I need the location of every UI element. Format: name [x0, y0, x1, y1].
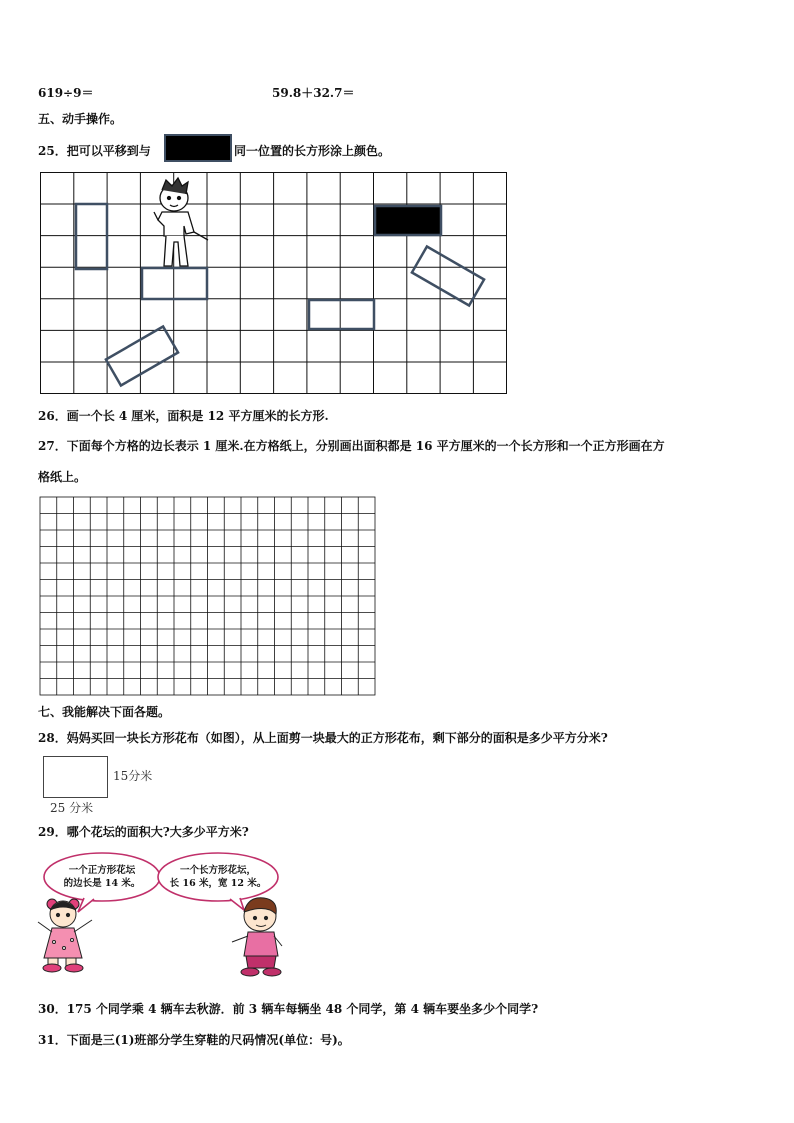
reference-rectangle [164, 134, 232, 162]
q25-text-before: 25．把可以平移到与 [38, 144, 151, 158]
rect-tilted-left [106, 327, 178, 386]
cloth-height-label: 15分米 [113, 769, 153, 783]
girl-figure [38, 899, 92, 972]
boy-speech-text [165, 864, 271, 890]
q27-text-line1: 27．下面每个方格的边长表示 1 厘米.在方格纸上，分别画出面积都是 16 平方厘米的一个长方形和一个正方形画在方 [38, 439, 665, 453]
girl-speech-line1: 一个正方形花坛 [68, 865, 136, 876]
q25-grid-figure [38, 170, 510, 396]
cloth-rectangle [43, 756, 108, 798]
calc-right: 59.8＋32.7＝ [272, 86, 355, 100]
section5-title: 五、动手操作。 [38, 112, 123, 126]
q31-text: 31．下面是三(1)班部分学生穿鞋的尺码情况(单位：号)。 [38, 1033, 350, 1047]
q26-text: 26．画一个长 4 厘米，面积是 12 平方厘米的长方形. [38, 409, 329, 423]
rect-vertical-left [76, 204, 107, 269]
q29-text: 29．哪个花坛的面积大?大多少平方米? [38, 825, 249, 839]
boy-speech-line1: 一个长方形花坛， [179, 865, 256, 876]
rect-filled-black [375, 206, 441, 235]
boy-cartoon-figure [232, 898, 282, 976]
girl-speech-line2: 的边长是 14 米。 [63, 878, 141, 889]
boy-speech-line2: 长 16 米，宽 12 米。 [169, 878, 267, 889]
q27-text-line2: 格纸上。 [38, 470, 87, 484]
calc-left: 619÷9＝ [38, 86, 94, 100]
q30-text: 30．175 个同学乘 4 辆车去秋游．前 3 辆车每辆坐 48 个同学，第 4 辆车要坐多少个同学? [38, 1002, 539, 1016]
q27-grid-paper [38, 495, 378, 698]
q25-text-after: 同一位置的长方形涂上颜色。 [234, 144, 391, 158]
q28-text: 28．妈妈买回一块长方形花布（如图），从上面剪一块最大的正方形花布，剩下部分的面积是多少平方分米? [38, 731, 608, 745]
rect-under-boy [142, 268, 207, 299]
boy-figure [154, 178, 208, 266]
rect-bottom-middle [309, 300, 374, 329]
section7-title: 七、我能解决下面各题。 [38, 705, 171, 719]
cloth-width-label: 25 分米 [50, 801, 94, 815]
girl-speech-text [50, 864, 154, 890]
